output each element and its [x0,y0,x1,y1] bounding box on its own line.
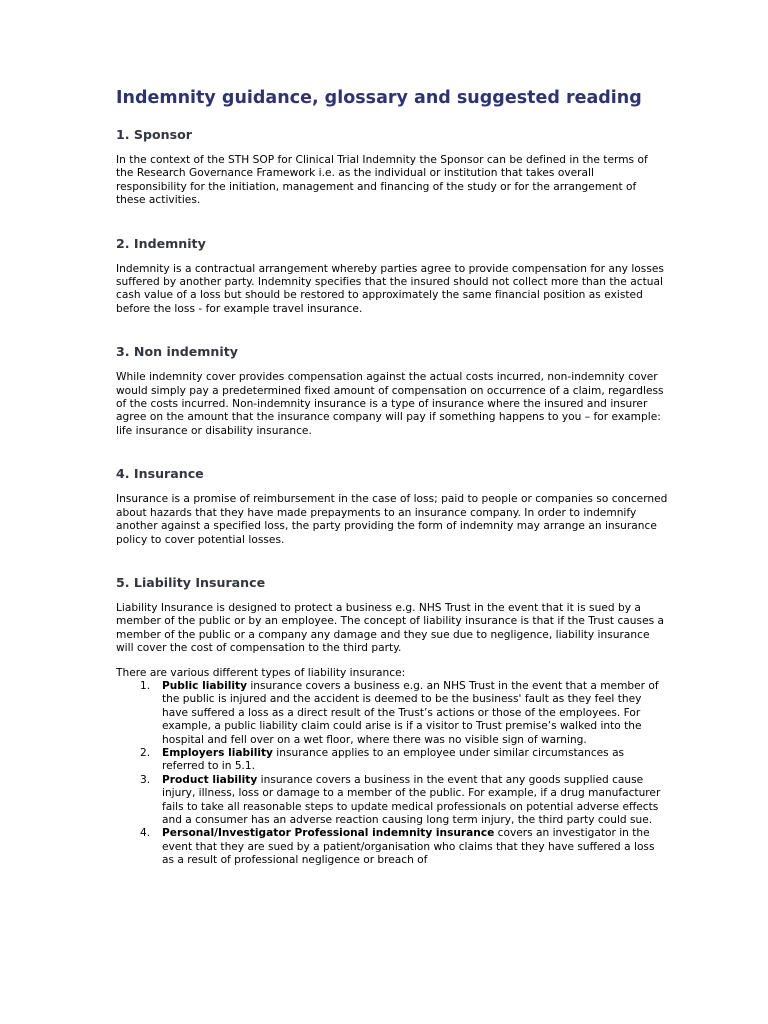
list-item [116,680,668,747]
list-item-text: insurance covers a business in the event that any goods supplied cause injury, illness, loss or damage to a member of the public. For example, if a drug manufacturer fails to take all reasonable steps to update medical professionals on potential adverse effects and a consumer has an adverse reaction causing long term injury, the third party could sue. [162,773,661,826]
section-paragraph: Liability Insurance is designed to protect a business e.g. NHS Trust in the event that it is sued by a member of the public or by an employee. The concept of liability insurance is that if the Trust causes a member of the public or a company any damage and they sue due to negligence, liability insurance will cover the cost of compensation to the third party. [116,601,665,655]
section-heading: 1. Sponsor [116,127,192,142]
section-non-indemnity [116,344,668,438]
list-item-text: insurance applies to an employee under similar circumstances as referred to in 5.1. [162,746,625,773]
section-indemnity [116,236,668,317]
list-item [116,747,668,774]
section-paragraph: In the context of the STH SOP for Clinical Trial Indemnity the Sponsor can be defined in the terms of the Research Governance Framework i.e. as the individual or institution that takes overall responsibility for the initiation, management and financing of the study or for the arrangement of these activities. [116,154,648,207]
section-heading: 3. Non indemnity [116,344,238,360]
document-title: Indemnity guidance, glossary and suggested reading [116,88,642,108]
list-item-term: Employers liability [162,746,273,759]
list-item-text: covers an investigator in the event that they are sued by a patient/organisation who claims that they have suffered a loss as a result of professional negligence or breach of [162,827,655,867]
list-item-term: Personal/Investigator Professional indemnity insurance [162,827,495,840]
list-item-number: 1. [140,679,151,692]
list-item [116,774,668,828]
section-sponsor [116,127,668,208]
list-item-term: Product liability [162,773,258,786]
section-paragraph: Insurance is a promise of reimbursement in the case of loss; paid to people or companies so concerned about hazards that they have made prepayments to an insurance company. In order to indemnify another against a specified loss, the party providing the form of indemnity may arrange an insurance policy to cover potential losses. [116,493,668,546]
list-item-text: insurance covers a business e.g. an NHS Trust in the event that a member of the public is injured and the accident is deemed to be the business' fault as they feel they have suffered a loss as a direct result of the Trust’s actions or those of the employees. For example, a public liability claim could arise is if a visitor to Trust premise’s walked into the hospital and fell over on a wet floor, where there was no visible sign of warning. [162,679,659,746]
list-item-number: 3. [140,773,151,786]
section-insurance [116,466,668,547]
list-item-term: Public liability [162,679,247,692]
liability-types-list [116,680,668,868]
section-liability-insurance [116,575,668,868]
section-paragraph: Indemnity is a contractual arrangement whereby parties agree to provide compensation for any losses suffered by another party. Indemnity specifies that the insured should not collect more than the actual cash value of a loss but should be restored to approximately the same financial position as existed before the loss - for example travel insurance. [116,262,664,315]
list-item-number: 4. [140,827,151,840]
paragraph-gap [116,656,668,667]
list-item-number: 2. [140,746,151,759]
section-heading: 2. Indemnity [116,235,206,251]
section-heading: 5. Liability Insurance [116,574,266,590]
section-heading: 4. Insurance [116,466,204,482]
section-paragraph: While indemnity cover provides compensation against the actual costs incurred, non-indemnity cover would simply pay a predetermined fixed amount of compensation on occurrence of a claim, regardless of the costs incurred. Non-indemnity insurance is a type of insurance where the insured and insurer agree on the amount that the insurance company will pay if something happens to you – for example: life insurance or disability insurance. [116,371,664,437]
list-item [116,827,668,867]
list-intro: There are various different types of liability insurance: [116,666,406,679]
